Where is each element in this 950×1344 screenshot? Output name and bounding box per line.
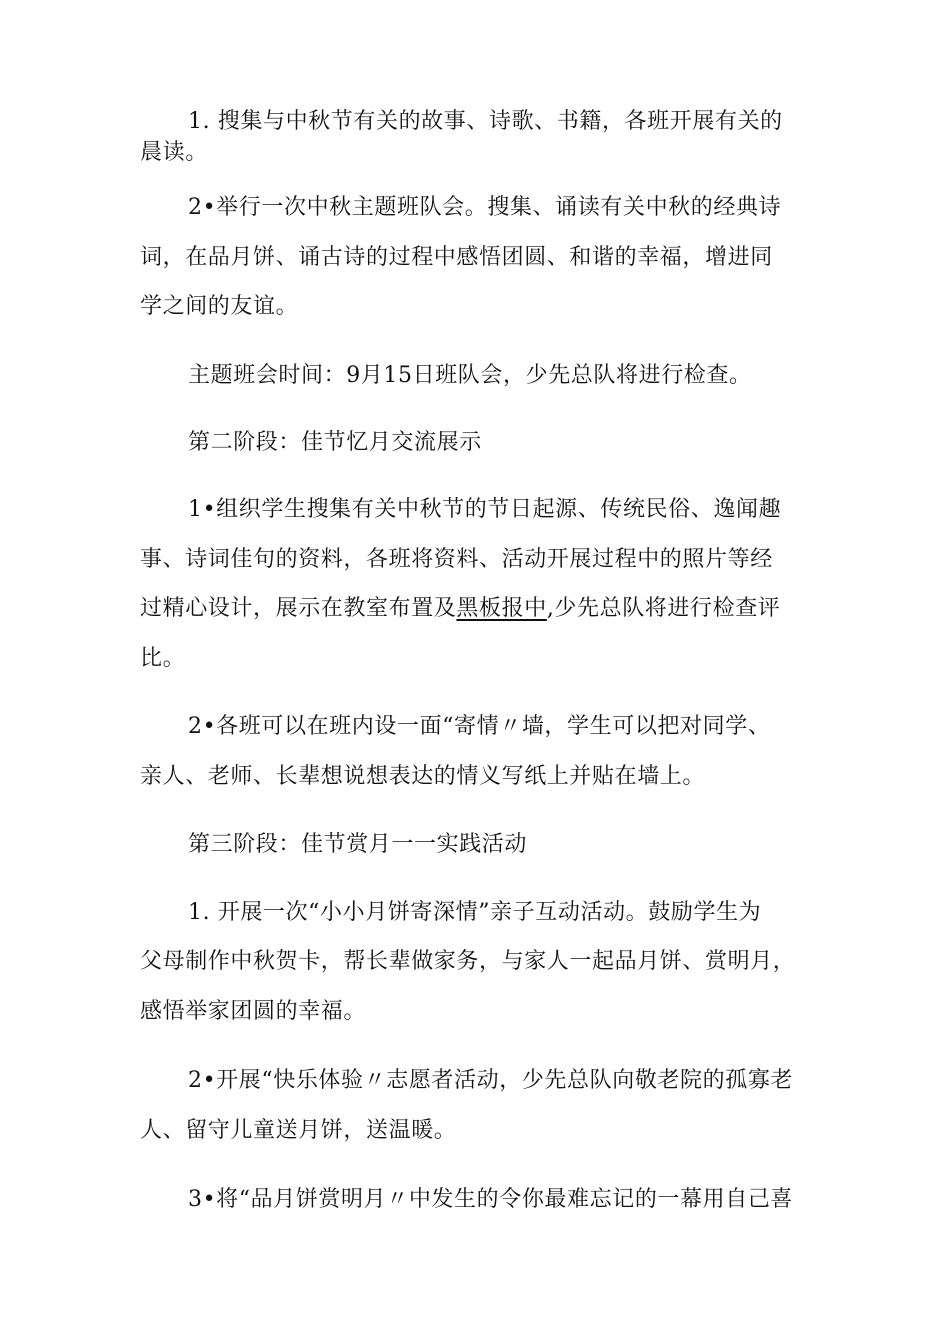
para-3: 主题班会时间：9月15日班队会，少先总队将进行检查。 — [188, 363, 752, 388]
para-2-line-3: 学之间的友谊。 — [140, 294, 299, 319]
para-5-line-1: 2•各班可以在班内设一面“寄情〃墙，学生可以把对同学、 — [188, 714, 771, 739]
para-6-line-3: 感悟举家团圆的幸福。 — [140, 999, 367, 1024]
para-8-line-1: 3•将“品月饼赏明月〃中发生的令你最难忘记的一幕用自己喜 — [188, 1187, 794, 1212]
para-2-line-2: 词，在品月饼、诵古诗的过程中感悟团圆、和谐的幸福，增进同 — [140, 245, 773, 270]
para-4-line-1: 1•组织学生搜集有关中秋节的节日起源、传统民俗、逸闻趣 — [188, 497, 782, 522]
para-4-line-2: 事、诗词佳句的资料，各班将资料、活动开展过程中的照片等经 — [140, 547, 773, 572]
para-1-line-1: 1. 搜集与中秋节有关的故事、诗歌、书籍，各班开展有关的 — [188, 109, 783, 134]
para-6-line-2: 父母制作中秋贺卡，帮长辈做家务，与家人一起品月饼、赏明月， — [140, 949, 796, 974]
para-4-line-3-text-a: 过精心设计，展示在教室布置及 — [140, 596, 457, 621]
para-2-line-1: 2•举行一次中秋主题班队会。搜集、诵读有关中秋的经典诗 — [188, 195, 782, 220]
para-4-line-3 — [140, 594, 780, 624]
para-4-line-4: 比。 — [140, 646, 186, 671]
section-heading-3: 第三阶段：佳节赏月一一实践活动 — [188, 832, 528, 857]
para-1-line-2: 晨读。 — [140, 140, 208, 165]
para-4-line-3-text-c: ,少先总队将进行检查评 — [546, 596, 781, 621]
para-7-line-1: 2•开展“快乐体验〃志愿者活动，少先总队向敬老院的孤寡老 — [188, 1068, 794, 1093]
para-6-line-1: 1. 开展一次“小小月饼寄深情”亲子互动活动。鼓励学生为 — [188, 900, 762, 925]
para-7-line-2: 人、留守儿童送月饼，送温暖。 — [140, 1118, 457, 1143]
section-heading-2: 第二阶段：佳节忆月交流展示 — [188, 430, 482, 455]
blackboard-link[interactable]: 黑板报中 — [456, 596, 547, 621]
para-5-line-2: 亲人、老师、长辈想说想表达的情义写纸上并贴在墙上。 — [140, 764, 706, 789]
